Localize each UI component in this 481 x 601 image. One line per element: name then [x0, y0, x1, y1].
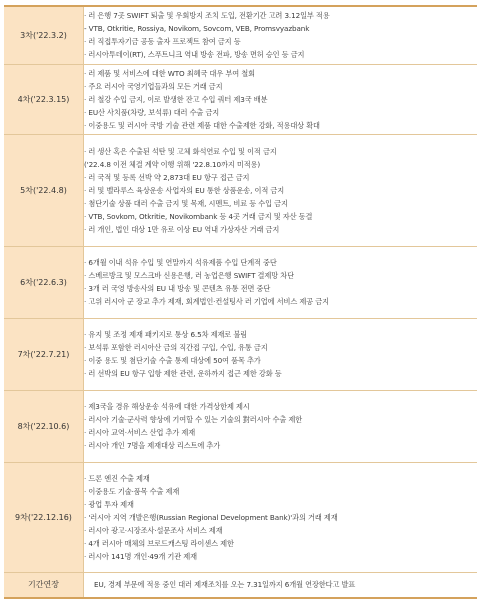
round-label: 기간연장 [4, 572, 84, 598]
measure-item: · 러시아 141명 개인·49개 기관 제재 [84, 550, 477, 563]
measure-item: · 광업 투자 제재 [84, 498, 477, 511]
measure-item: · 3개 러 국영 방송사의 EU 내 방송 및 콘텐츠 유통 전면 중단 [84, 282, 477, 295]
measure-item: · 러 개인, 법인 대상 1만 유로 이상 EU 역내 가상자산 거래 금지 [84, 223, 477, 236]
measure-item: · VTB, Sovkom, Otkritie, Novikombank 등 4곳 거래 금지 및 자산 동결 [84, 210, 477, 223]
measure-item: · '러시아 지역 개발은행(Russian Regional Development Bank)'과의 거래 제재 [84, 511, 477, 524]
measures-cell [84, 64, 478, 134]
round-label: 3차('22.3.2) [4, 6, 84, 64]
measure-item: EU, 경제 부문에 적용 중인 대러 제재조치를 오는 7.31일까지 6개월 연장한다고 발표 [94, 580, 356, 590]
sanction-row [4, 572, 477, 598]
measure-item: · 이중용도 및 러시아 국방 기술 관련 제품 대한 수출제한 강화, 적용대상 확대 [84, 119, 477, 132]
measure-item: · 첨단기술 상품 대러 수출 금지 및 목재, 시멘트, 비료 등 수입 금지 [84, 197, 477, 210]
measure-item: · 러시아 광고·시장조사·설문조사 서비스 제재 [84, 524, 477, 537]
measure-item: · 러 선박의 EU 항구 입항 제한 관련, 운하까지 접근 제한 강화 등 [84, 367, 477, 380]
sanctions-table [4, 5, 477, 599]
measure-item: · 이중용도 기술·품목 수출 제재 [84, 485, 477, 498]
round-label: 5차('22.4.8) [4, 134, 84, 246]
measure-item: · 4개 러시아 매체의 브로드캐스팅 라이센스 제한 [84, 537, 477, 550]
measures-cell [84, 6, 478, 64]
round-label: 4차('22.3.15) [4, 64, 84, 134]
measure-item: ('22.4.8 이전 체결 계약 이행 위해 '22.8.10까지 미적용) [84, 159, 261, 169]
measures-cell [84, 318, 478, 390]
measure-item: · 러 생산 혹은 수출된 석탄 및 고체 화석연료 수입 및 이적 금지 [84, 145, 477, 158]
sanction-row [4, 6, 477, 64]
sanction-row [4, 64, 477, 134]
measure-item: · 유지 및 조정 제재 패키지로 통상 6.5차 제재로 불림 [84, 328, 477, 341]
measure-item: · 주요 러시아 국영기업들과의 모든 거래 금지 [84, 80, 477, 93]
round-label: 7차('22.7.21) [4, 318, 84, 390]
measure-item: · 러시아 기술·군사력 향상에 기여할 수 있는 기술의 對러시아 수출 제한 [84, 413, 477, 426]
measure-item: · 이중 용도 및 첨단기술 수출 통제 대상에 50여 품목 추가 [84, 354, 477, 367]
measure-item: - VTB, Otkritie, Rossiya, Novikom, Sovcom, VEB, Promsvyazbank [84, 24, 310, 34]
round-label: 8차('22.10.6) [4, 390, 84, 462]
round-label: 9차('22.12.16) [4, 462, 84, 572]
measures-cell [84, 134, 478, 246]
measures-cell [84, 462, 478, 572]
measure-item: · 러시아 개인 7명을 제재대상 리스트에 추가 [84, 439, 477, 452]
measure-item: · 드론 엔진 수출 제재 [84, 472, 477, 485]
measure-item: · 러시아투데이(RT), 스푸트니크 역내 방송 전파, 방송 면허 승인 등 금지 [84, 48, 477, 61]
sanction-row [4, 246, 477, 318]
sanctions-table-body [4, 6, 477, 598]
measures-cell [84, 572, 478, 598]
measure-item: · 러시아 교역·서비스 산업 추가 제재 [84, 426, 477, 439]
measure-item: · 6개월 이내 석유 수입 및 연말까지 석유제품 수입 단계적 중단 [84, 256, 477, 269]
sanction-row [4, 390, 477, 462]
measures-cell [84, 390, 478, 462]
sanction-row [4, 318, 477, 390]
measure-item: · 러 및 벨라루스 육상운송 사업자의 EU 통한 상품운송, 이적 금지 [84, 184, 477, 197]
measure-item: · 고위 러시아 군 장교 추가 제재, 회계법인·컨설팅사 러 기업에 서비스 제공 금지 [84, 295, 477, 308]
sanction-row [4, 462, 477, 572]
measure-item: · EU산 사치품(차량, 보석류) 대러 수출 금지 [84, 106, 477, 119]
measure-item: · 제3국을 경유 해상운송 석유에 대한 가격상한제 제시 [84, 400, 477, 413]
measures-cell [84, 246, 478, 318]
measure-item: · 러 철강 수입 금지, 이로 발생한 잔고 수입 쿼터 제3국 배분 [84, 93, 477, 106]
measure-item: · 보석류 포함한 러시아산 금의 직간접 구입, 수입, 유통 금지 [84, 341, 477, 354]
measure-item: · 러 제품 및 서비스에 대한 WTO 최혜국 대우 부여 철회 [84, 67, 477, 80]
measure-item: · 러 국적 및 등록 선박 약 2,873대 EU 항구 접근 금지 [84, 171, 477, 184]
sanction-row [4, 134, 477, 246]
round-label: 6차('22.6.3) [4, 246, 84, 318]
measure-item: · 러 은행 7곳 SWIFT 퇴출 및 우회방지 조치 도입, 전환기간 고려 3.12일부 적용 [84, 9, 477, 22]
measure-item: · 러 직접투자기금 공동 출자 프로젝트 참여 금지 등 [84, 35, 477, 48]
measure-item: · 스베르방크 및 모스크바 신용은행, 러 농업은행 SWIFT 결제망 차단 [84, 269, 477, 282]
